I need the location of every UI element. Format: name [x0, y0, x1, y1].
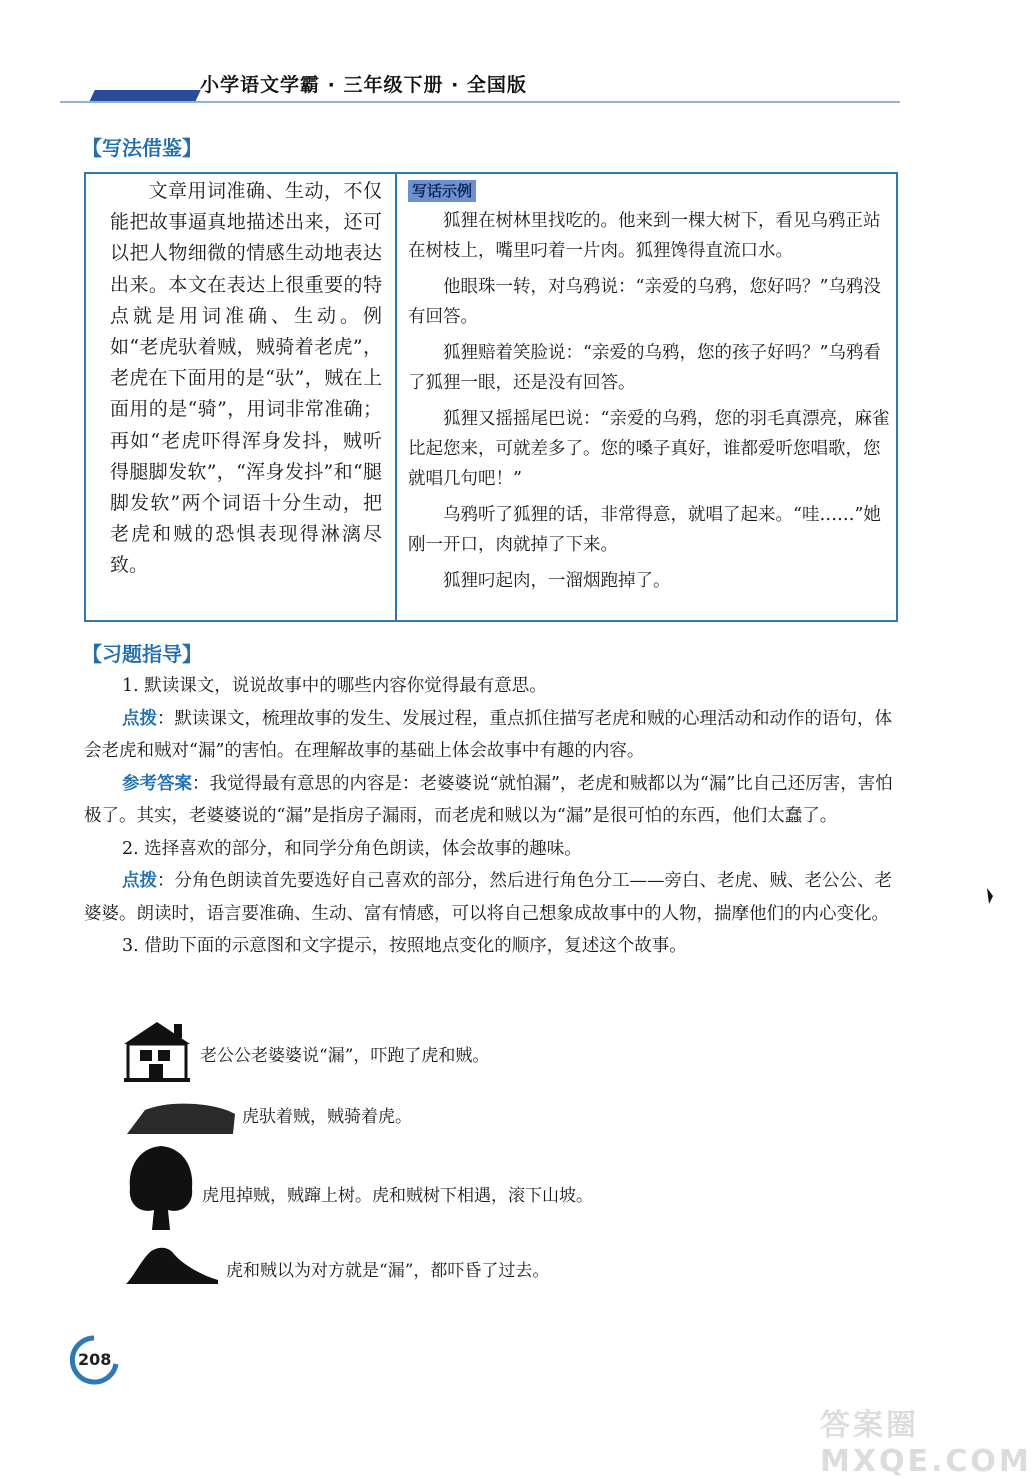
hint-label: 点拨: [122, 708, 157, 729]
exercise-heading: 【习题指导】: [82, 642, 202, 666]
answer-label: 参考答案: [122, 773, 192, 794]
sample-paragraph: 他眼珠一转，对乌鸦说：“亲爱的乌鸦，您好吗？”乌鸦没有回答。: [408, 277, 881, 327]
question-1-answer: [84, 768, 902, 833]
watermark-text: 答案圈 MXQE.COM: [820, 1408, 1032, 1479]
question-1: 1. 默读课文，说说故事中的哪些内容你觉得最有意思。: [122, 676, 547, 696]
exercise-body: [84, 670, 902, 963]
hill-icon: [124, 1244, 220, 1286]
watermark: [820, 1400, 1032, 1479]
sample-paragraph: 狐狸在树林里找吃的。他来到一棵大树下，看见乌鸦正站在树枝上，嘴里叼着一片肉。狐狸馋得直流口水。: [408, 211, 881, 261]
margin-mark: [986, 888, 994, 904]
sample-paragraph: 狐狸又摇摇尾巴说：“亲爱的乌鸦，您的羽毛真漂亮，麻雀比起您来，可就差多了。您的嗓子真好，谁都爱听您唱歌，您就唱几句吧！”: [408, 409, 890, 489]
writing-box-divider: [395, 172, 397, 622]
house-icon: [122, 1020, 192, 1084]
question-1-hint: [84, 703, 902, 768]
tree-icon: [124, 1144, 198, 1232]
header-rule: [60, 101, 900, 103]
page-number: 208: [78, 1350, 112, 1369]
hint-text: ：默读课文，梳理故事的发生、发展过程，重点抓住描写老虎和贼的心理活动和动作的语句，体会老虎和贼对“漏”的害怕。在理解故事的基础上体会故事中有趣的内容。: [84, 708, 892, 761]
writing-heading: 【写法借鉴】: [82, 136, 202, 160]
sample-paragraph: 乌鸦听了狐狸的话，非常得意，就唱了起来。“哇……”她刚一开口，肉就掉了下来。: [408, 505, 881, 555]
writing-left-paragraph: 文章用词准确、生动，不仅能把故事逼真地描述出来，还可以把人物细微的情感生动地表达出来。本文在表达上很重要的特点就是用词准确、生动。例如“老虎驮着贼，贼骑着老虎”，老虎在下面用的是“驮”，贼在上面用的是“骑”，用词非常准确；再如“老虎吓得浑身发抖，贼听得腿脚发软”，“浑身发抖”和“腿脚发软”两个词语十分生动，把老虎和贼的恐惧表现得淋漓尽致。: [110, 180, 382, 577]
diagram-text-2: 虎驮着贼，贼骑着虎。: [242, 1107, 412, 1127]
slope-icon: [125, 1100, 237, 1136]
answer-text: ：我觉得最有意思的内容是：老婆婆说“就怕漏”，老虎和贼都以为“漏”比自己还厉害，害怕极了。其实，老婆婆说的“漏”是指房子漏雨，而老虎和贼以为“漏”是很可怕的东西，他们太蠢了。: [84, 773, 893, 826]
diagram-text-4: 虎和贼以为对方就是“漏”，都吓昏了过去。: [226, 1261, 550, 1281]
sample-label: 写话示例: [408, 180, 476, 202]
header-title: 小学语文学霸 · 三年级下册 · 全国版: [200, 74, 527, 96]
writing-left-text: [110, 176, 382, 582]
hint-text: ：分角色朗读首先要选好自己喜欢的部分，然后进行角色分工——旁白、老虎、贼、老公公、老婆婆。朗读时，语言要准确、生动、富有情感，可以将自己想象成故事中的人物，揣摩他们的内心变化。: [84, 871, 892, 924]
hint-label: 点拨: [122, 871, 157, 891]
sample-paragraph: 狐狸赔着笑脸说：“亲爱的乌鸦，您的孩子好吗？”乌鸦看了狐狸一眼，还是没有回答。: [408, 343, 881, 393]
question-3: 3. 借助下面的示意图和文字提示，按照地点变化的顺序，复述这个故事。: [122, 936, 687, 956]
diagram-text-3: 虎甩掉贼，贼蹿上树。虎和贼树下相遇，滚下山坡。: [202, 1186, 593, 1206]
sample-paragraph: 狐狸叼起肉，一溜烟跑掉了。: [443, 571, 671, 591]
writing-sample: [408, 176, 892, 602]
question-2: 2. 选择喜欢的部分，和同学分角色朗读，体会故事的趣味。: [122, 838, 582, 859]
diagram-text-1: 老公公老婆婆说“漏”，吓跑了虎和贼。: [200, 1046, 490, 1066]
question-2-hint: [84, 865, 902, 930]
